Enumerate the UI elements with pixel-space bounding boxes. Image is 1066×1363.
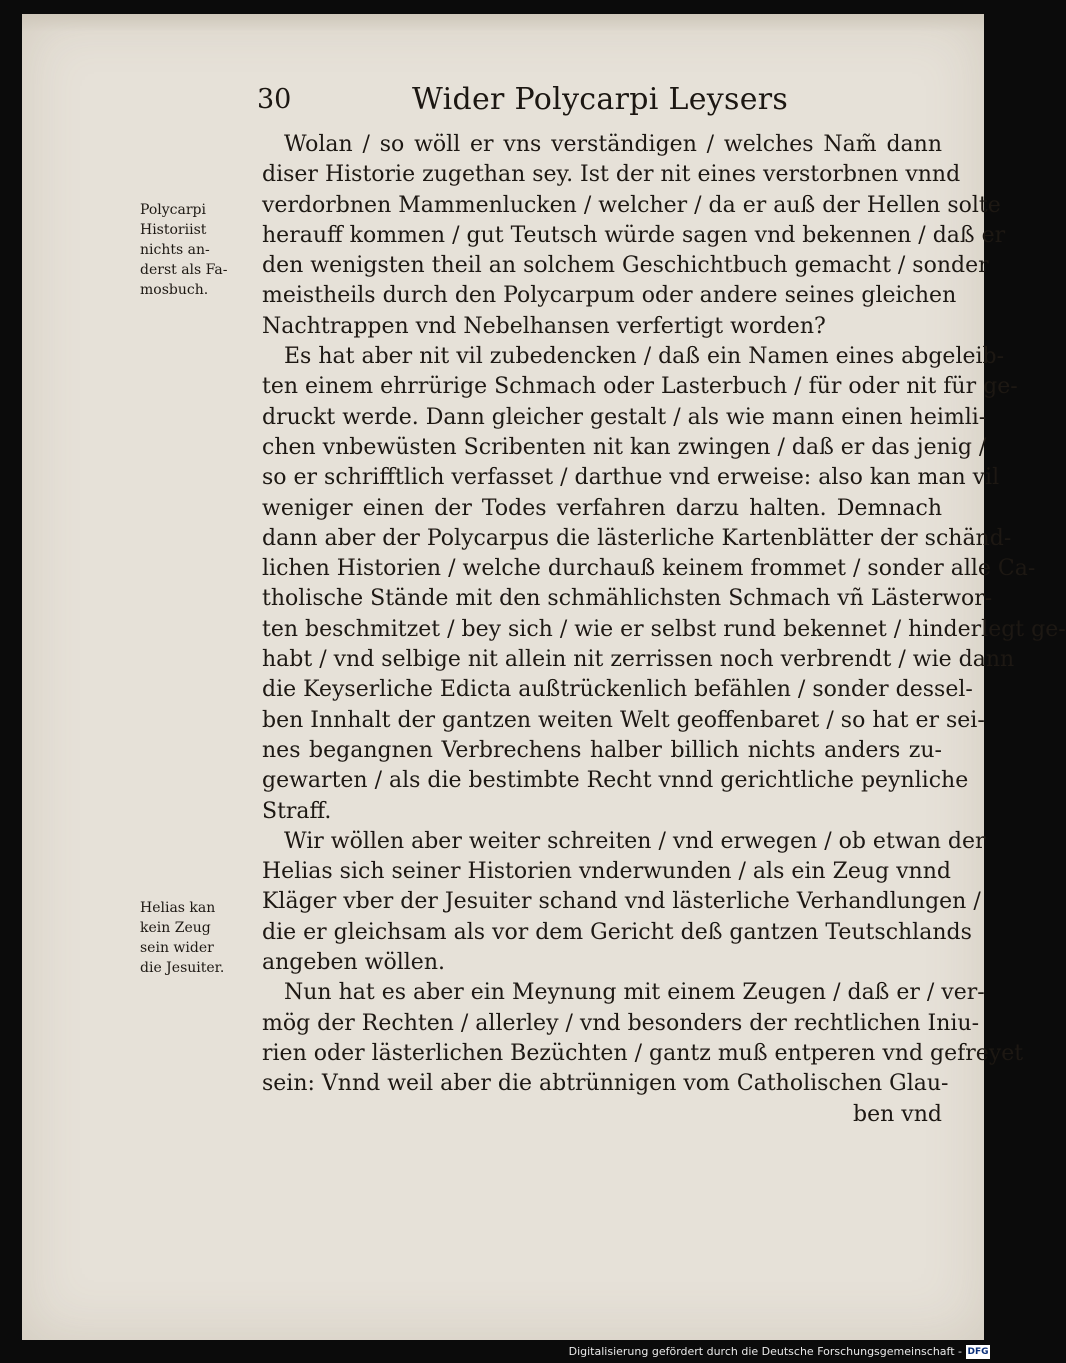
text-line: diser Historie zugethan sey. Ist der nit eines verstorbnen vnnd (262, 162, 961, 188)
page-header (22, 72, 984, 116)
text-line: ten einem ehrrürige Schmach oder Lasterbuch / für oder nit für ge- (262, 374, 1018, 400)
margin-note-helias (140, 898, 260, 978)
page-edge-shadow (22, 14, 984, 32)
text-line: Straff. (262, 798, 332, 824)
margin-note-line: die Jesuiter. (140, 960, 225, 976)
text-line: Kläger vber der Jesuiter schand vnd lästerliche Verhandlungen / (262, 889, 981, 915)
text-line: chen vnbewüsten Scribenten nit kan zwingen / daß er das jenig / (262, 434, 987, 460)
text-line: druckt werde. Dann gleicher gestalt / als wie mann einen heimli- (262, 404, 987, 430)
text-line: dann aber der Polycarpus die lästerliche Kartenblätter der schänd- (262, 525, 1012, 551)
text-line: sein: Vnnd weil aber die abtrünnigen vom Catholischen Glau- (262, 1071, 949, 1097)
text-line: ben Innhalt der gantzen weiten Welt geoffenbaret / so hat er sei- (262, 707, 985, 733)
text-line: gewarten / als die bestimbte Recht vnnd gerichtliche peynliche (262, 768, 969, 794)
text-line: Nachtrappen vnd Nebelhansen verfertigt worden? (262, 313, 826, 339)
margin-note-polycarpi (140, 200, 260, 300)
footer-bar (0, 1342, 1000, 1363)
text-line: meistheils durch den Polycarpum oder andere seines gleichen (262, 283, 957, 309)
text-line: weniger einen der Todes verfahren darzu halten. Demnach (262, 495, 942, 521)
scanned-page (22, 14, 1066, 1340)
text-line: angeben wöllen. (262, 950, 445, 976)
catchword: ben vnd (853, 1101, 942, 1127)
text-line: Helias sich seiner Historien vnderwunden / als ein Zeug vnnd (262, 859, 951, 885)
text-line: rien oder lästerlichen Bezüchten / gantz muß entperen vnd gefreyet (262, 1040, 1024, 1066)
text-line: nes begangnen Verbrechens halber billich nichts anders zu- (262, 737, 942, 763)
text-line: mög der Rechten / allerley / vnd besonders der rechtlichen Iniu- (262, 1010, 980, 1036)
text-line: so er schrifftlich verfasset / darthue vnd erweise: also kan man vil (262, 465, 1000, 491)
margin-note-line: Polycarpi (140, 202, 206, 218)
margin-note-line: kein Zeug (140, 920, 211, 936)
text-line: Es hat aber nit vil zubedencken / daß ein Namen eines abgeleib- (284, 344, 1005, 370)
text-line: die er gleichsam als vor dem Gericht deß gantzen Teutschlands (262, 919, 972, 945)
margin-note-line: nichts an- (140, 242, 210, 258)
dfg-logo-icon: DFG (967, 1347, 989, 1357)
margin-note-line: Historiist (140, 222, 207, 238)
funding-credit: Digitalisierung gefördert durch die Deutsche Forschungsgemeinschaft - (568, 1345, 962, 1358)
text-line: den wenigsten theil an solchem Geschichtbuch gemacht / sonder (262, 253, 989, 279)
margin-note-line: sein wider (140, 940, 214, 956)
running-title: Wider Polycarpi Leysers (412, 82, 789, 117)
body-text (262, 130, 1066, 1130)
text-line: verdorbnen Mammenlucken / welcher / da er auß der Hellen solte (262, 192, 1001, 218)
margin-note-line: mosbuch. (140, 282, 209, 298)
text-line: habt / vnd selbige nit allein nit zerrissen noch verbrendt / wie dann (262, 647, 1015, 673)
text-line: lichen Historien / welche durchauß keinem frommet / sonder alle Ca- (262, 556, 1036, 582)
text-line: die Keyserliche Edicta außtrückenlich befählen / sonder dessel- (262, 677, 973, 703)
text-line: tholische Stände mit den schmählichsten Schmach vñ Lästerwor- (262, 586, 993, 612)
text-line: Wir wöllen aber weiter schreiten / vnd erwegen / ob etwan der (284, 828, 986, 854)
text-line: herauff kommen / gut Teutsch würde sagen vnd bekennen / daß er (262, 222, 1006, 248)
page-number: 30 (257, 84, 292, 115)
text-line: Wolan / so wöll er vns verständigen / welches Nam̃ dann (284, 132, 942, 157)
text-line: Nun hat es aber ein Meynung mit einem Zeugen / daß er / ver- (284, 980, 985, 1006)
margin-note-line: Helias kan (140, 900, 216, 916)
text-line: ten beschmitzet / bey sich / wie er selbst rund bekennet / hinderlegt ge- (262, 616, 1066, 642)
margin-note-line: derst als Fa- (140, 262, 228, 278)
